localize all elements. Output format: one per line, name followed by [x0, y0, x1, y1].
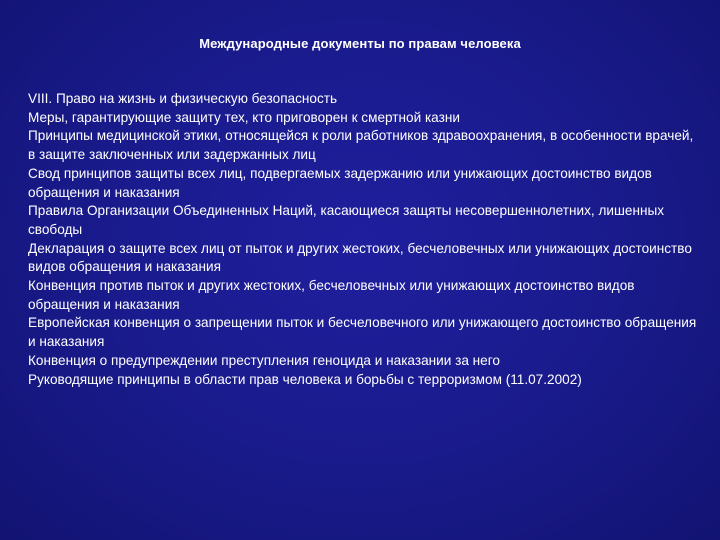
- list-item: Европейская конвенция о запрещении пыток и бесчеловечного или унижающего достоинство обращения и наказания: [28, 315, 697, 350]
- list-item: Свод принципов защиты всех лиц, подвергаемых задержанию или унижающих достоинство видов обращения и наказания: [28, 165, 652, 200]
- list-item: Меры, гарантирующие защиту тех, кто приговорен к смертной казни: [28, 109, 460, 125]
- list-item: VIII. Право на жизнь и физическую безопасность: [28, 91, 338, 106]
- document-list: [28, 90, 698, 389]
- slide-title: Международные документы по правам человека: [199, 36, 521, 51]
- list-item: Принципы медицинской этики, относящейся к роли работников здравоохранения, в особенности врачей, в защите заключенных или задержанных лиц: [28, 128, 694, 163]
- list-item: Декларация о защите всех лиц от пыток и других жестоких, бесчеловечных или унижающих достоинство видов обращения и наказания: [28, 240, 692, 275]
- list-item: Руководящие принципы в области прав человека и борьбы с терроризмом (11.07.2002): [28, 371, 582, 387]
- list-item: Конвенция против пыток и других жестоких, бесчеловечных или унижающих достоинство видов обращения и наказания: [28, 278, 635, 312]
- list-item: Правила Организации Объединенных Наций, касающиеся защяты несовершеннолетних, лишенных свободы: [28, 203, 665, 237]
- list-item: Конвенция о предупреждении преступления геноцида и наказании за него: [28, 352, 500, 368]
